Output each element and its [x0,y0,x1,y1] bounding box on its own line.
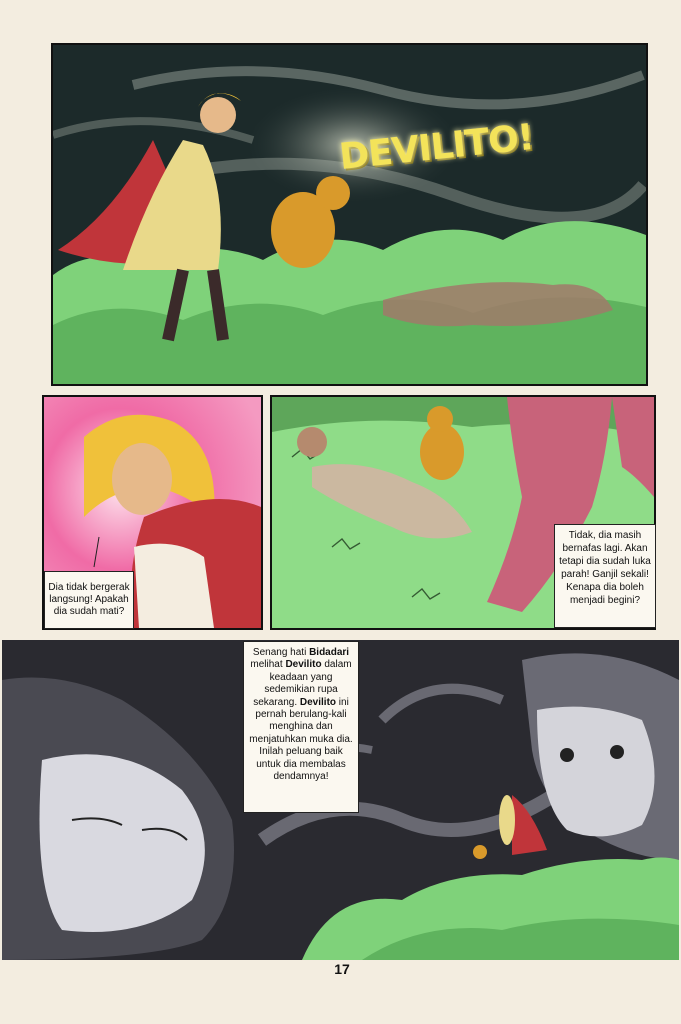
caption-narration [243,641,359,813]
narration-name-devilito-2: Devilito [299,696,337,708]
caption-still-breathing: Tidak, dia masih bernafas lagi. Akan tetapi dia sudah luka parah! Ganjil sekali! Kenapa dia boleh menjadi begini? [554,524,656,628]
narration-part-3: dalam keadaan yang sedemikian rupa sekarang. [253,659,352,708]
caption-is-he-dead: Dia tidak bergerak langsung! Apakah dia sudah mati? [44,571,134,629]
panel-1-art [53,45,646,384]
sfx-devilito: DEVILITO! [337,116,536,179]
narration-part-4: ini pernah berulang-kali menghina dan menjatuhkan muka dia. Inilah peluang baik untuk dia membalas dendamnya! [249,696,353,783]
narration-part-1: Senang hati [252,647,307,658]
narration-part-2: melihat [250,659,283,671]
page-number: 17 [334,961,350,977]
narration-name-devilito: Devilito [285,659,322,671]
panel-night-scene [51,43,648,386]
narration-name-bidadari: Bidadari [309,647,350,658]
